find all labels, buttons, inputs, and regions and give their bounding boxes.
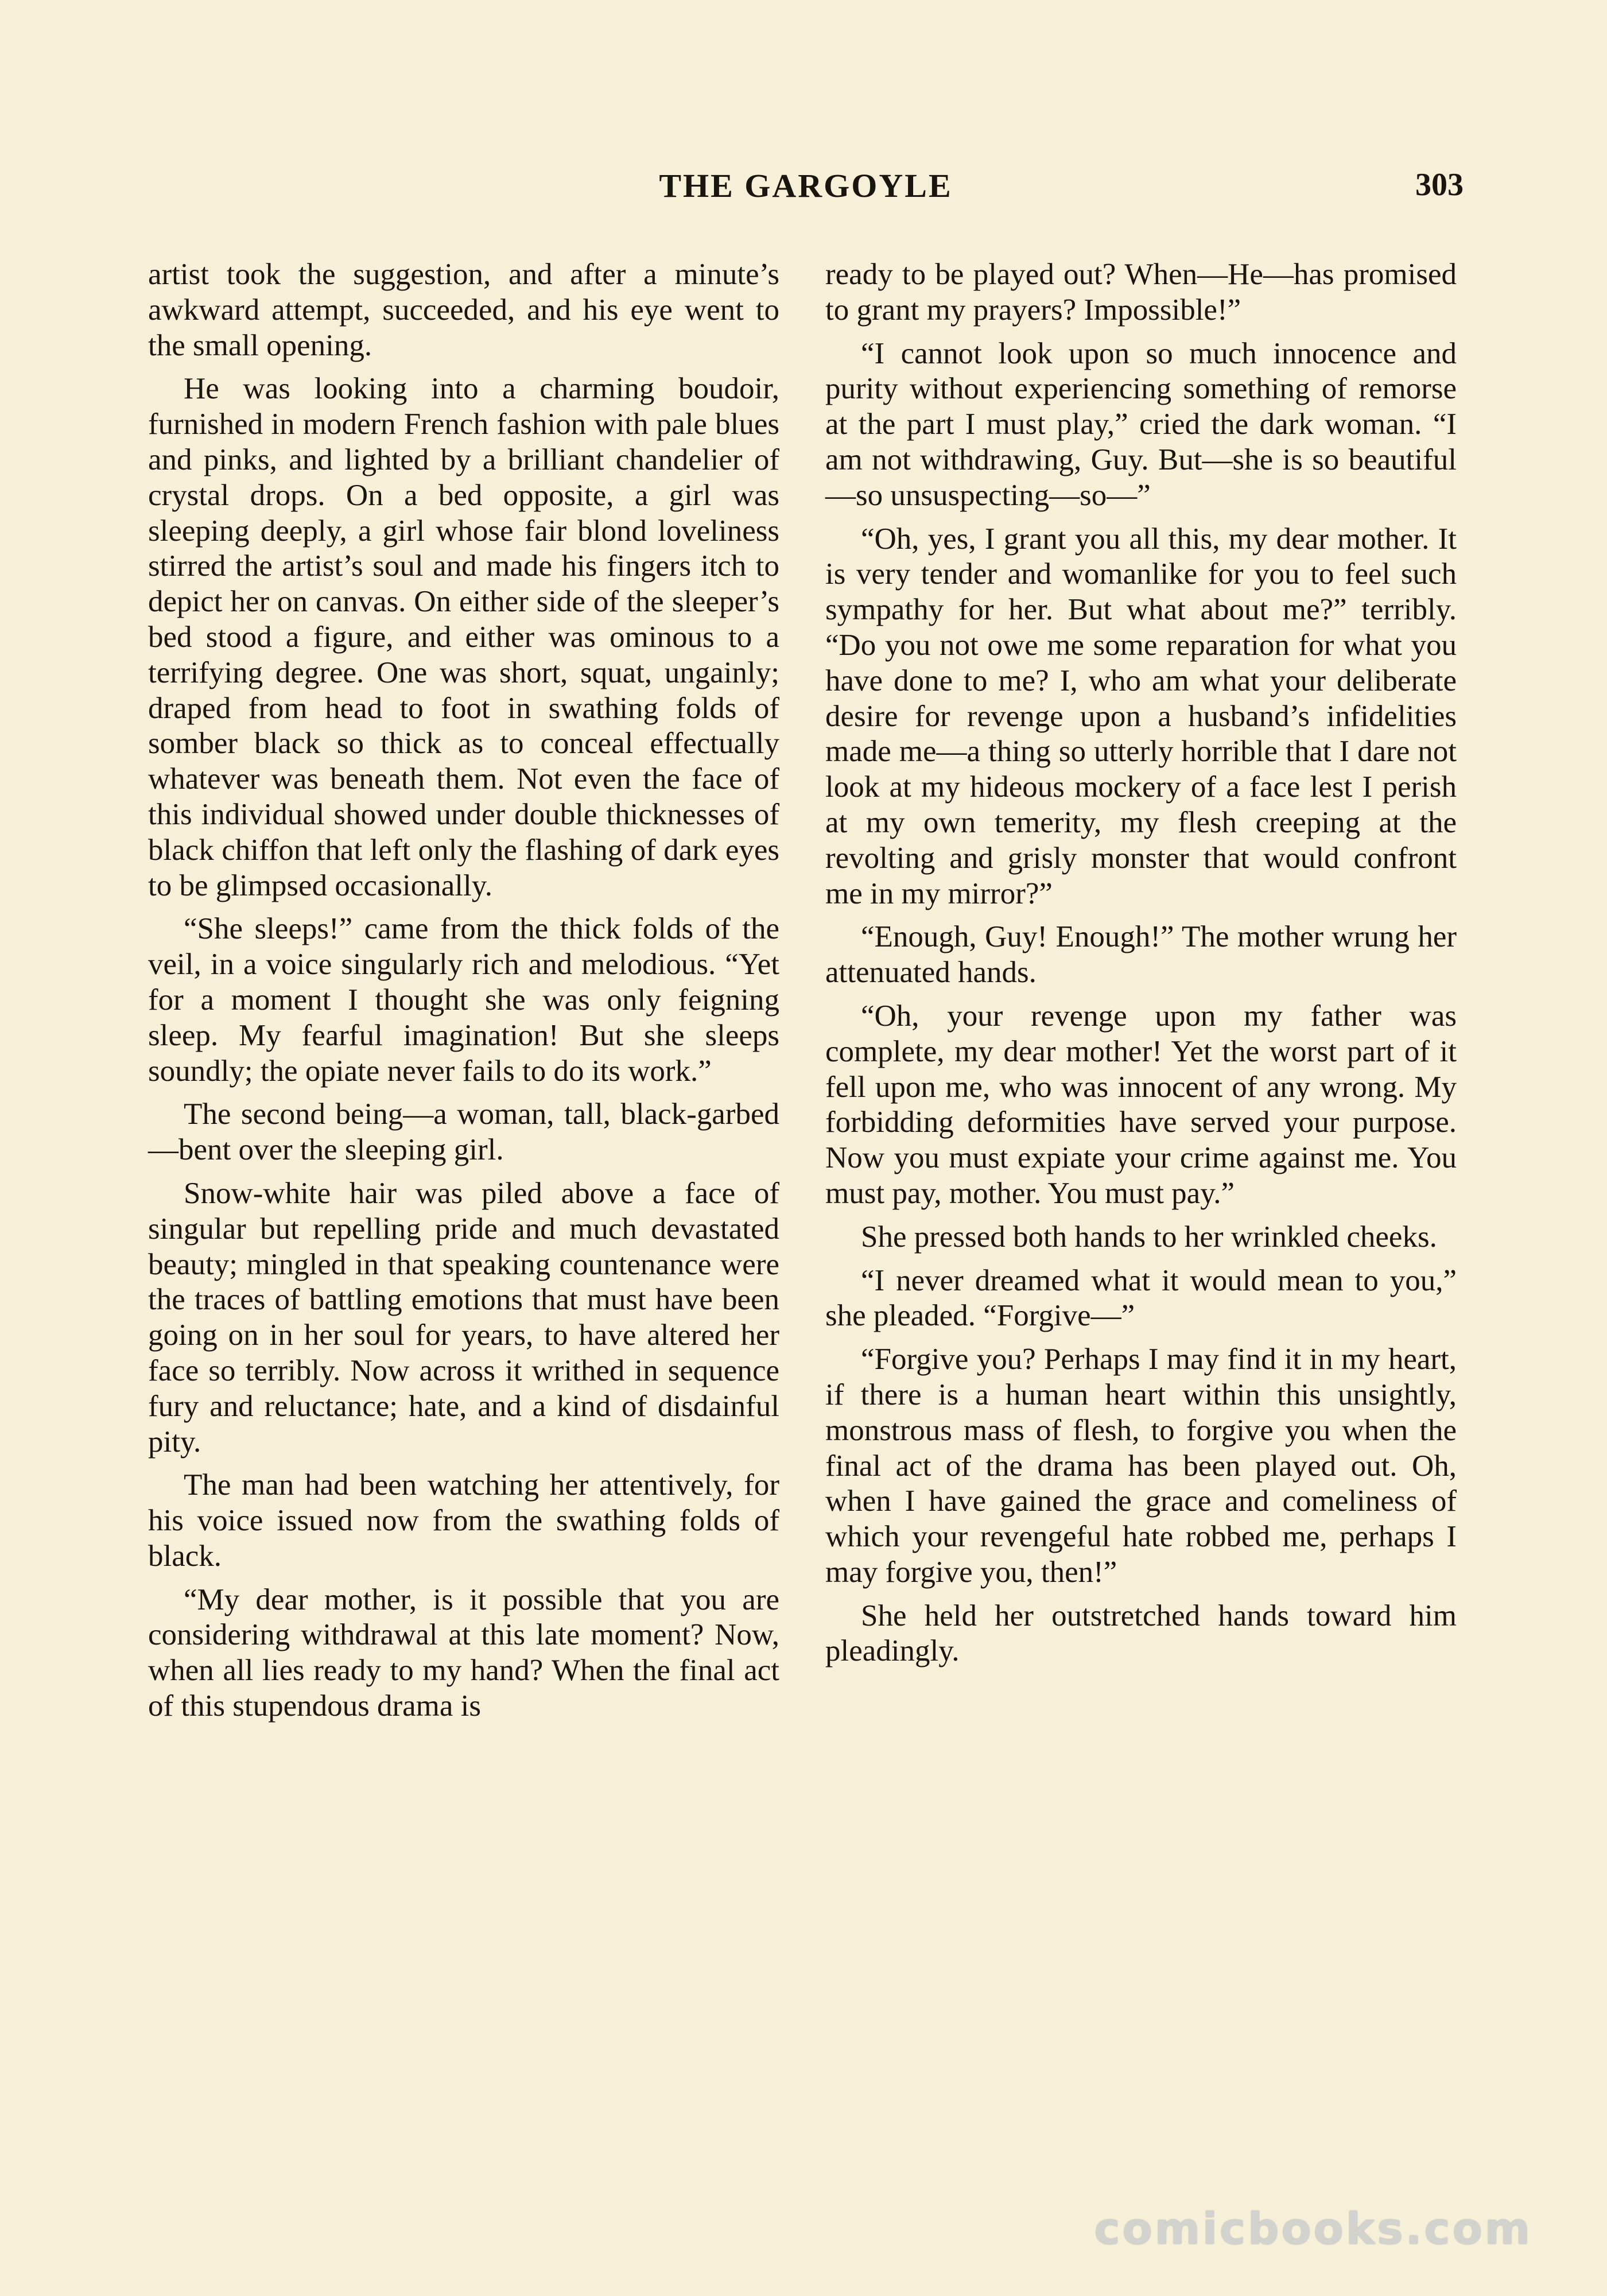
paragraph: The man had been watching her attentively, for his voice issued now from the swathing folds of black. [148, 1468, 779, 1573]
paragraph: “Enough, Guy! Enough!” The mother wrung her attenuated hands. [825, 920, 1457, 990]
paragraph: “I never dreamed what it would mean to you,” she pleaded. “Forgive—” [825, 1263, 1457, 1333]
paragraph: She held her outstretched hands toward him pleadingly. [825, 1599, 1457, 1668]
watermark-logo: comicbooks.com [1094, 2203, 1532, 2254]
paragraph: “Forgive you? Perhaps I may find it in my heart, if there is a human heart within this unsightly, monstrous mass of flesh, to forgive you when the final act of the drama has been played out. Oh, when I have gained the grace and comeliness of which your revengeful hate robbed me, perhaps I may forgive you, then!” [825, 1343, 1457, 1589]
paragraph: She pressed both hands to her wrinkled cheeks. [861, 1220, 1437, 1254]
paragraph: “My dear mother, is it possible that you are considering withdrawal at this late moment? Now, when all lies ready to my hand? When the final act of this stupendous drama is [148, 1583, 779, 1723]
page-number: 303 [1415, 167, 1464, 203]
paragraph: He was looking into a charming boudoir, furnished in modern French fashion with pale blues and pinks, and lighted by a brilliant chandelier of crystal drops. On a bed opposite, a girl was sleeping deeply, a girl whose fair blond loveliness stirred the artist’s soul and made his fingers itch to depict her on canvas. On either side of the sleeper’s bed stood a figure, and either was ominous to a terrifying degree. One was short, squat, ungainly; draped from head to foot in swathing folds of somber black so thick as to conceal effectually whatever was beneath them. Not even the face of this individual showed under double thicknesses of black chiffon that left only the flashing of dark eyes to be glimpsed occasionally. [148, 372, 779, 902]
paragraph: “I cannot look upon so much innocence and purity without experiencing something of remorse at the part I must play,” cried the dark woman. “I am not withdrawing, Guy. But—she is so beautiful—so unsuspecting—so—” [825, 336, 1457, 512]
left-column [148, 257, 779, 1724]
right-column [825, 257, 1457, 1669]
running-title: THE GARGOYLE [659, 167, 953, 204]
paragraph: “Oh, your revenge upon my father was complete, my dear mother! Yet the worst part of it fell upon me, who was innocent of any wrong. My forbidding deformities have served your purpose. Now you must expiate your crime against me. You must pay, mother. You must pay.” [825, 999, 1457, 1210]
page-header [148, 166, 1464, 212]
paragraph: “Oh, yes, I grant you all this, my dear mother. It is very tender and womanlike for you to feel such sympathy for her. But what about me?” terribly. “Do you not owe me some reparation for what you have done to me? I, who am what your deliberate desire for revenge upon a husband’s infidelities made me—a thing so utterly horrible that I dare not look at my hideous mockery of a face lest I perish at my own temerity, my flesh creeping at the revolting and grisly monster that would confront me in my mirror?” [825, 522, 1457, 910]
paragraph: The second being—a woman, tall, black-garbed—bent over the sleeping girl. [148, 1097, 779, 1167]
paragraph: Snow-white hair was piled above a face of singular but repelling pride and much devastated beauty; mingled in that speaking countenance were the traces of battling emotions that must have been going on in her soul for years, to have altered her face so terribly. Now across it writhed in sequence fury and reluctance; hate, and a kind of disdainful pity. [148, 1176, 779, 1459]
paragraph: “She sleeps!” came from the thick folds of the veil, in a voice singularly rich and melodious. “Yet for a moment I thought she was only feigning sleep. My fearful imagination! But she sleeps soundly; the opiate never fails to do its work.” [148, 912, 779, 1088]
paragraph: ready to be played out? When—He—has promised to grant my prayers? Impossible!” [825, 258, 1457, 327]
paragraph: artist took the suggestion, and after a minute’s awkward attempt, succeeded, and his eye went to the small opening. [148, 258, 779, 362]
